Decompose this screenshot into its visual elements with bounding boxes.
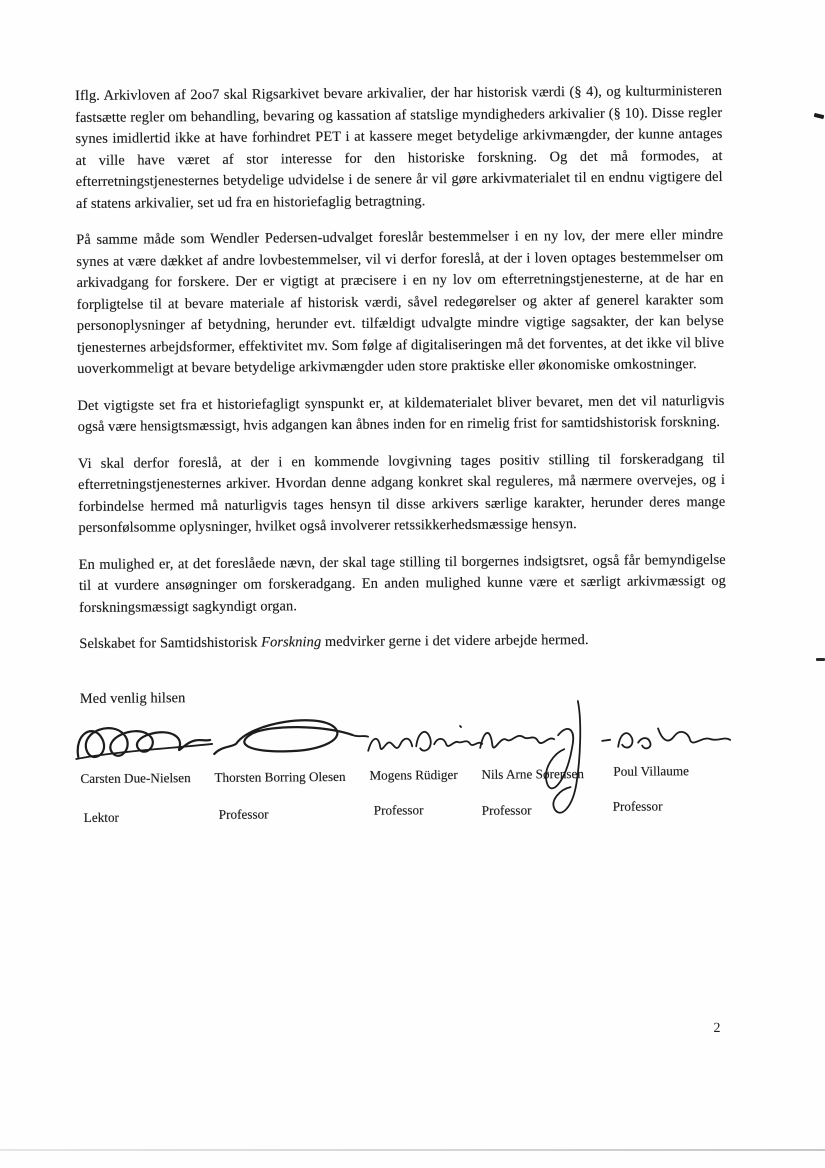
final-paragraph-prefix: Selskabet for Samtidshistorisk [79, 634, 262, 652]
signatory-title: Professor [218, 806, 269, 822]
paragraph: Vi skal derfor foreslå, at der i en kommende lovgivning tages positiv stilling til forskeradgang til efterretningstjenesternes arkiver. Hvordan denne adgang konkret skal reguleres, må nærmere overvejes, og i forbindelse hermed må naturligvis tages hensyn til disse arkivers særlige karakter, herunder deres mange personfølsomme oplysninger, hvilket også involverer retssikkerhedsmæssige hensyn. [77, 450, 726, 536]
scan-edge-line [0, 1149, 825, 1151]
signature-poul-villaume [602, 728, 730, 749]
signature-block [80, 720, 728, 825]
closing-salutation: Med venlig hilsen [79, 689, 186, 707]
signatory-title: Professor [612, 798, 663, 814]
paragraph: En mulighed er, at det foreslåede nævn, der skal tage stilling til borgernes indsigtsret, også får bemyndigelse til at vurdere ansøgninger om forskeradgang. En anden mulighed kunne være et særligt arkivmæssigt og forskningsmæssigt sagkyndigt organ. [78, 551, 726, 616]
final-paragraph-suffix: medvirker gerne i det videre arbejde hermed. [321, 631, 589, 651]
paragraph-final [79, 629, 726, 656]
signatory-name: Mogens Rüdiger [369, 767, 458, 783]
page-number: 2 [713, 1020, 721, 1037]
paragraph: Det vigtigste set fra et historiefagligt synspunkt er, at kildematerialet bliver bevaret, men det vil naturligvis også være hensigtsmæssigt, hvis adgangen kan åbnes inden for en rimelig frist for samtidshistorisk forskning. [77, 392, 725, 435]
letter-content [75, 81, 730, 1146]
scan-artifact [816, 658, 825, 661]
signature-mogens-ruediger [368, 726, 482, 751]
paragraph: På samme måde som Wendler Pedersen-udvalget foreslår bestemmelser i en ny lov, der mere eller mindre synes at være dækket af andre lovbestemmelser, vil vi derfor foreslå, at der i loven optages bestemmelser om arkivadgang for forskere. Der er vigtigt at præcisere i en ny lov om efterretningstjenesterne, at de har en forpligtelse til at bevare materiale af historisk værdi, såvel redegørelser og akter af generel karakter som personoplysninger af betydning, herunder evt. tilfældigt udvalgte mindre vigtige sagsakter, der kan belyse tjenesternes arbejdsformer, effektivitet mv. Som følge af digitaliseringen må det forventes, at det ikke vil blive uoverkommeligt at bevare betydelige arkivmængder uden store praktiske eller økonomiske omkostninger. [76, 226, 725, 377]
paragraph: Iflg. Arkivloven af 2oo7 skal Rigsarkivet bevare arkivalier, der har historisk værdi (§ 4), og kulturministeren fastsætte regler om behandling, bevaring og kassation af statslige myndigheders arkivalier (§ 10). Disse regler synes imidlertid ikke at have forhindret PET i at kassere meget betydelige arkivmængder, der kunne antages at ville have været af stor interesse for den historiske forskning. Og det må formodes, at efterretningstjenesternes betydelige udvidelse i de senere år vil gøre arkivmaterialet til en endnu vigtigere del af statens arkivalier, set ud fra en historiefaglig betragtning. [75, 82, 723, 212]
signature-carsten-due-nielsen [78, 727, 211, 757]
signature-nils-flourish [553, 701, 581, 813]
signatory-title: Lektor [83, 809, 119, 825]
scan-artifact [814, 113, 825, 119]
signature-thorsten-tail [352, 735, 368, 737]
signatory-title: Professor [481, 802, 532, 818]
signatory-name: Poul Villaume [613, 763, 689, 779]
signature-thorsten-borring-olesen [214, 720, 352, 754]
signatory-name: Nils Arne Sørensen [481, 766, 585, 782]
signatory-name: Carsten Due-Nielsen [80, 770, 191, 786]
signatory-title: Professor [373, 802, 424, 818]
final-paragraph-italic: Forskning [261, 634, 322, 651]
signatory-name: Thorsten Borring Olesen [214, 768, 346, 785]
